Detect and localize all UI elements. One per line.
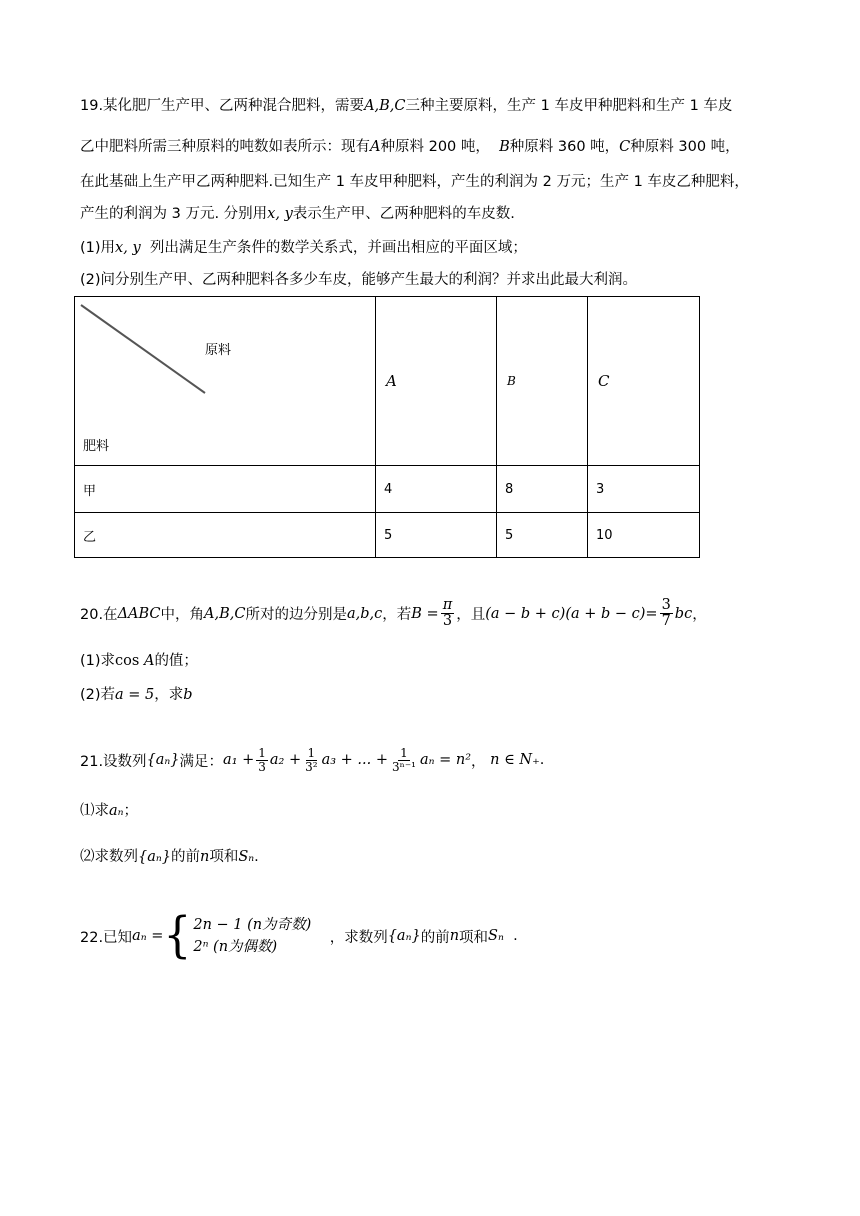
math-term: aₙ = n² [419, 752, 472, 769]
q19-text: 表示生产甲、乙两种肥料的车皮数. [292, 206, 515, 222]
cases [193, 914, 311, 959]
q19-text: 种原料 300 吨， [630, 139, 740, 155]
case-odd: 2n − 1 (n为奇数) [193, 917, 312, 933]
corner-label-bottom: 肥料 [83, 439, 110, 454]
fraction-1-3-power: $\frac{1}{\text{3ⁿ⁻¹}}$ [392, 746, 416, 774]
table-header-row [75, 297, 700, 466]
diagonal-line [75, 297, 375, 465]
math-vars: x, y [115, 240, 141, 256]
math-expr: (a − b + c)(a + b − c)= [485, 605, 658, 622]
row-label: 甲 [75, 466, 376, 513]
q22-text: 22.已知 [80, 929, 133, 946]
q22-text: . [513, 928, 518, 945]
table-row [75, 513, 700, 558]
q19-text: 种原料 200 吨， [380, 139, 490, 155]
q20-text: (2)若 [80, 687, 116, 703]
q21-part-1 [80, 799, 138, 820]
q21-text: . [254, 849, 259, 865]
q20-text: 的值； [154, 653, 198, 669]
q21-text: ； [123, 803, 139, 819]
fraction-pi-3: $\frac{\pi}{3}$ [442, 597, 453, 630]
fraction-3-7: $\frac{3}{7}$ [661, 597, 671, 630]
left-brace-icon: { [163, 907, 192, 964]
q20-text: (1)求 [80, 653, 116, 669]
math-func: cos [115, 653, 140, 669]
table-header-a: A [376, 297, 497, 466]
q22-text: ，求数列 [329, 929, 388, 946]
table-cell: 8 [497, 466, 588, 513]
q20-text: ，且 [456, 607, 486, 624]
math-var: n [449, 928, 460, 945]
table-header-b: B [497, 297, 588, 466]
q21-text: 的前 [170, 849, 200, 865]
q20-text: ， [692, 607, 707, 624]
q20-text: 中，角 [160, 607, 205, 624]
table-corner-cell [75, 297, 376, 466]
q19-part-1 [80, 236, 527, 257]
q20-text: 所对的边分别是 [245, 607, 347, 624]
q19-text: 乙中肥料所需三种原料的吨数如表所示：现有 [80, 139, 370, 155]
q19-line-1 [80, 94, 732, 115]
q21-part-2 [80, 845, 259, 866]
q19-line-2 [80, 135, 740, 156]
q19-text: 种原料 360 吨， [509, 139, 620, 155]
case-even: 2ⁿ (n为偶数) [193, 939, 278, 956]
math-term: a₂ + [269, 752, 302, 769]
table-cell: 4 [376, 466, 497, 513]
q22-text: 项和 [459, 929, 489, 946]
math-expr: aₙ = [132, 928, 164, 945]
math-vars: A,B,C [364, 98, 406, 114]
q19-text: 列出满足生产条件的数学关系式，并画出相应的平面区域； [149, 240, 527, 256]
q20-part-1 [80, 649, 198, 670]
math-var: B [499, 139, 510, 155]
q21-text: . [539, 752, 545, 769]
q19-line-3: 在此基础上生产甲乙两种肥料.已知生产 1 车皮甲种肥料，产生的利润为 2 万元；生产 1 车皮乙种肥料， [80, 174, 749, 190]
math-term: a₁ + [223, 752, 255, 769]
math-seq: {aₙ} [138, 849, 171, 865]
math-expr: a = 5 [115, 687, 155, 703]
math-var: n [199, 849, 210, 865]
math-var: Sₙ [488, 928, 504, 945]
math-var: C [619, 139, 631, 155]
math-expr: B = [411, 605, 439, 622]
q19-text: 19.某化肥厂生产甲、乙两种混合肥料，需要 [80, 98, 365, 114]
math-triangle: ΔABC [117, 605, 161, 622]
q19-text: 三种主要原料，生产 1 车皮甲种肥料和生产 1 车皮 [405, 98, 733, 114]
math-vars: A,B,C [204, 605, 246, 622]
table-cell: 3 [588, 466, 700, 513]
q21-text: 项和 [209, 849, 239, 865]
q22-line [80, 907, 518, 964]
math-seq: {aₙ} [146, 752, 180, 769]
math-var: Sₙ [238, 849, 255, 865]
q21-text: ， [471, 753, 486, 770]
table-row [75, 466, 700, 513]
material-table [74, 296, 700, 558]
piecewise-definition [163, 907, 312, 964]
math-term: a₃ + ... + [321, 752, 388, 769]
q20-text: 20.在 [80, 607, 118, 624]
fraction-1-3-squared: $\frac{1}{\text{3²}}$ [305, 746, 318, 774]
q20-text: ，求 [154, 687, 184, 703]
q19-text: 产生的利润为 3 万元. 分别用 [80, 206, 268, 222]
q22-text: 的前 [420, 929, 450, 946]
math-var: b [183, 687, 193, 703]
q19-line-4 [80, 202, 515, 223]
math-vars: x, y [267, 206, 293, 222]
fraction-1-3: $\frac{1}{3}$ [258, 746, 266, 774]
q20-part-2 [80, 683, 193, 704]
q21-line [80, 747, 544, 773]
table-cell: 5 [376, 513, 497, 558]
math-domain: n ∈ N₊ [490, 752, 540, 769]
q21-text: ⑴求 [80, 803, 109, 819]
q21-text: 21.设数列 [80, 753, 147, 770]
q21-text: ⑵求数列 [80, 849, 138, 865]
q19-text: (1)用 [80, 240, 116, 256]
math-var: A [370, 139, 381, 155]
math-var: A [143, 653, 155, 669]
math-seq: {aₙ} [387, 928, 421, 945]
table-cell: 5 [497, 513, 588, 558]
math-var: aₙ [109, 803, 124, 819]
table-header-c: C [588, 297, 700, 466]
math-vars: a,b,c [346, 605, 383, 622]
q20-text: ，若 [382, 607, 412, 624]
q21-text: 满足： [179, 753, 224, 770]
table-cell: 10 [588, 513, 700, 558]
row-label: 乙 [75, 513, 376, 558]
q19-part-2: (2)问分别生产甲、乙两种肥料各多少车皮，能够产生最大的利润？并求出此最大利润。 [80, 272, 638, 288]
math-var: bc [674, 605, 693, 622]
corner-label-top: 原料 [205, 343, 232, 358]
q20-line [80, 598, 707, 629]
